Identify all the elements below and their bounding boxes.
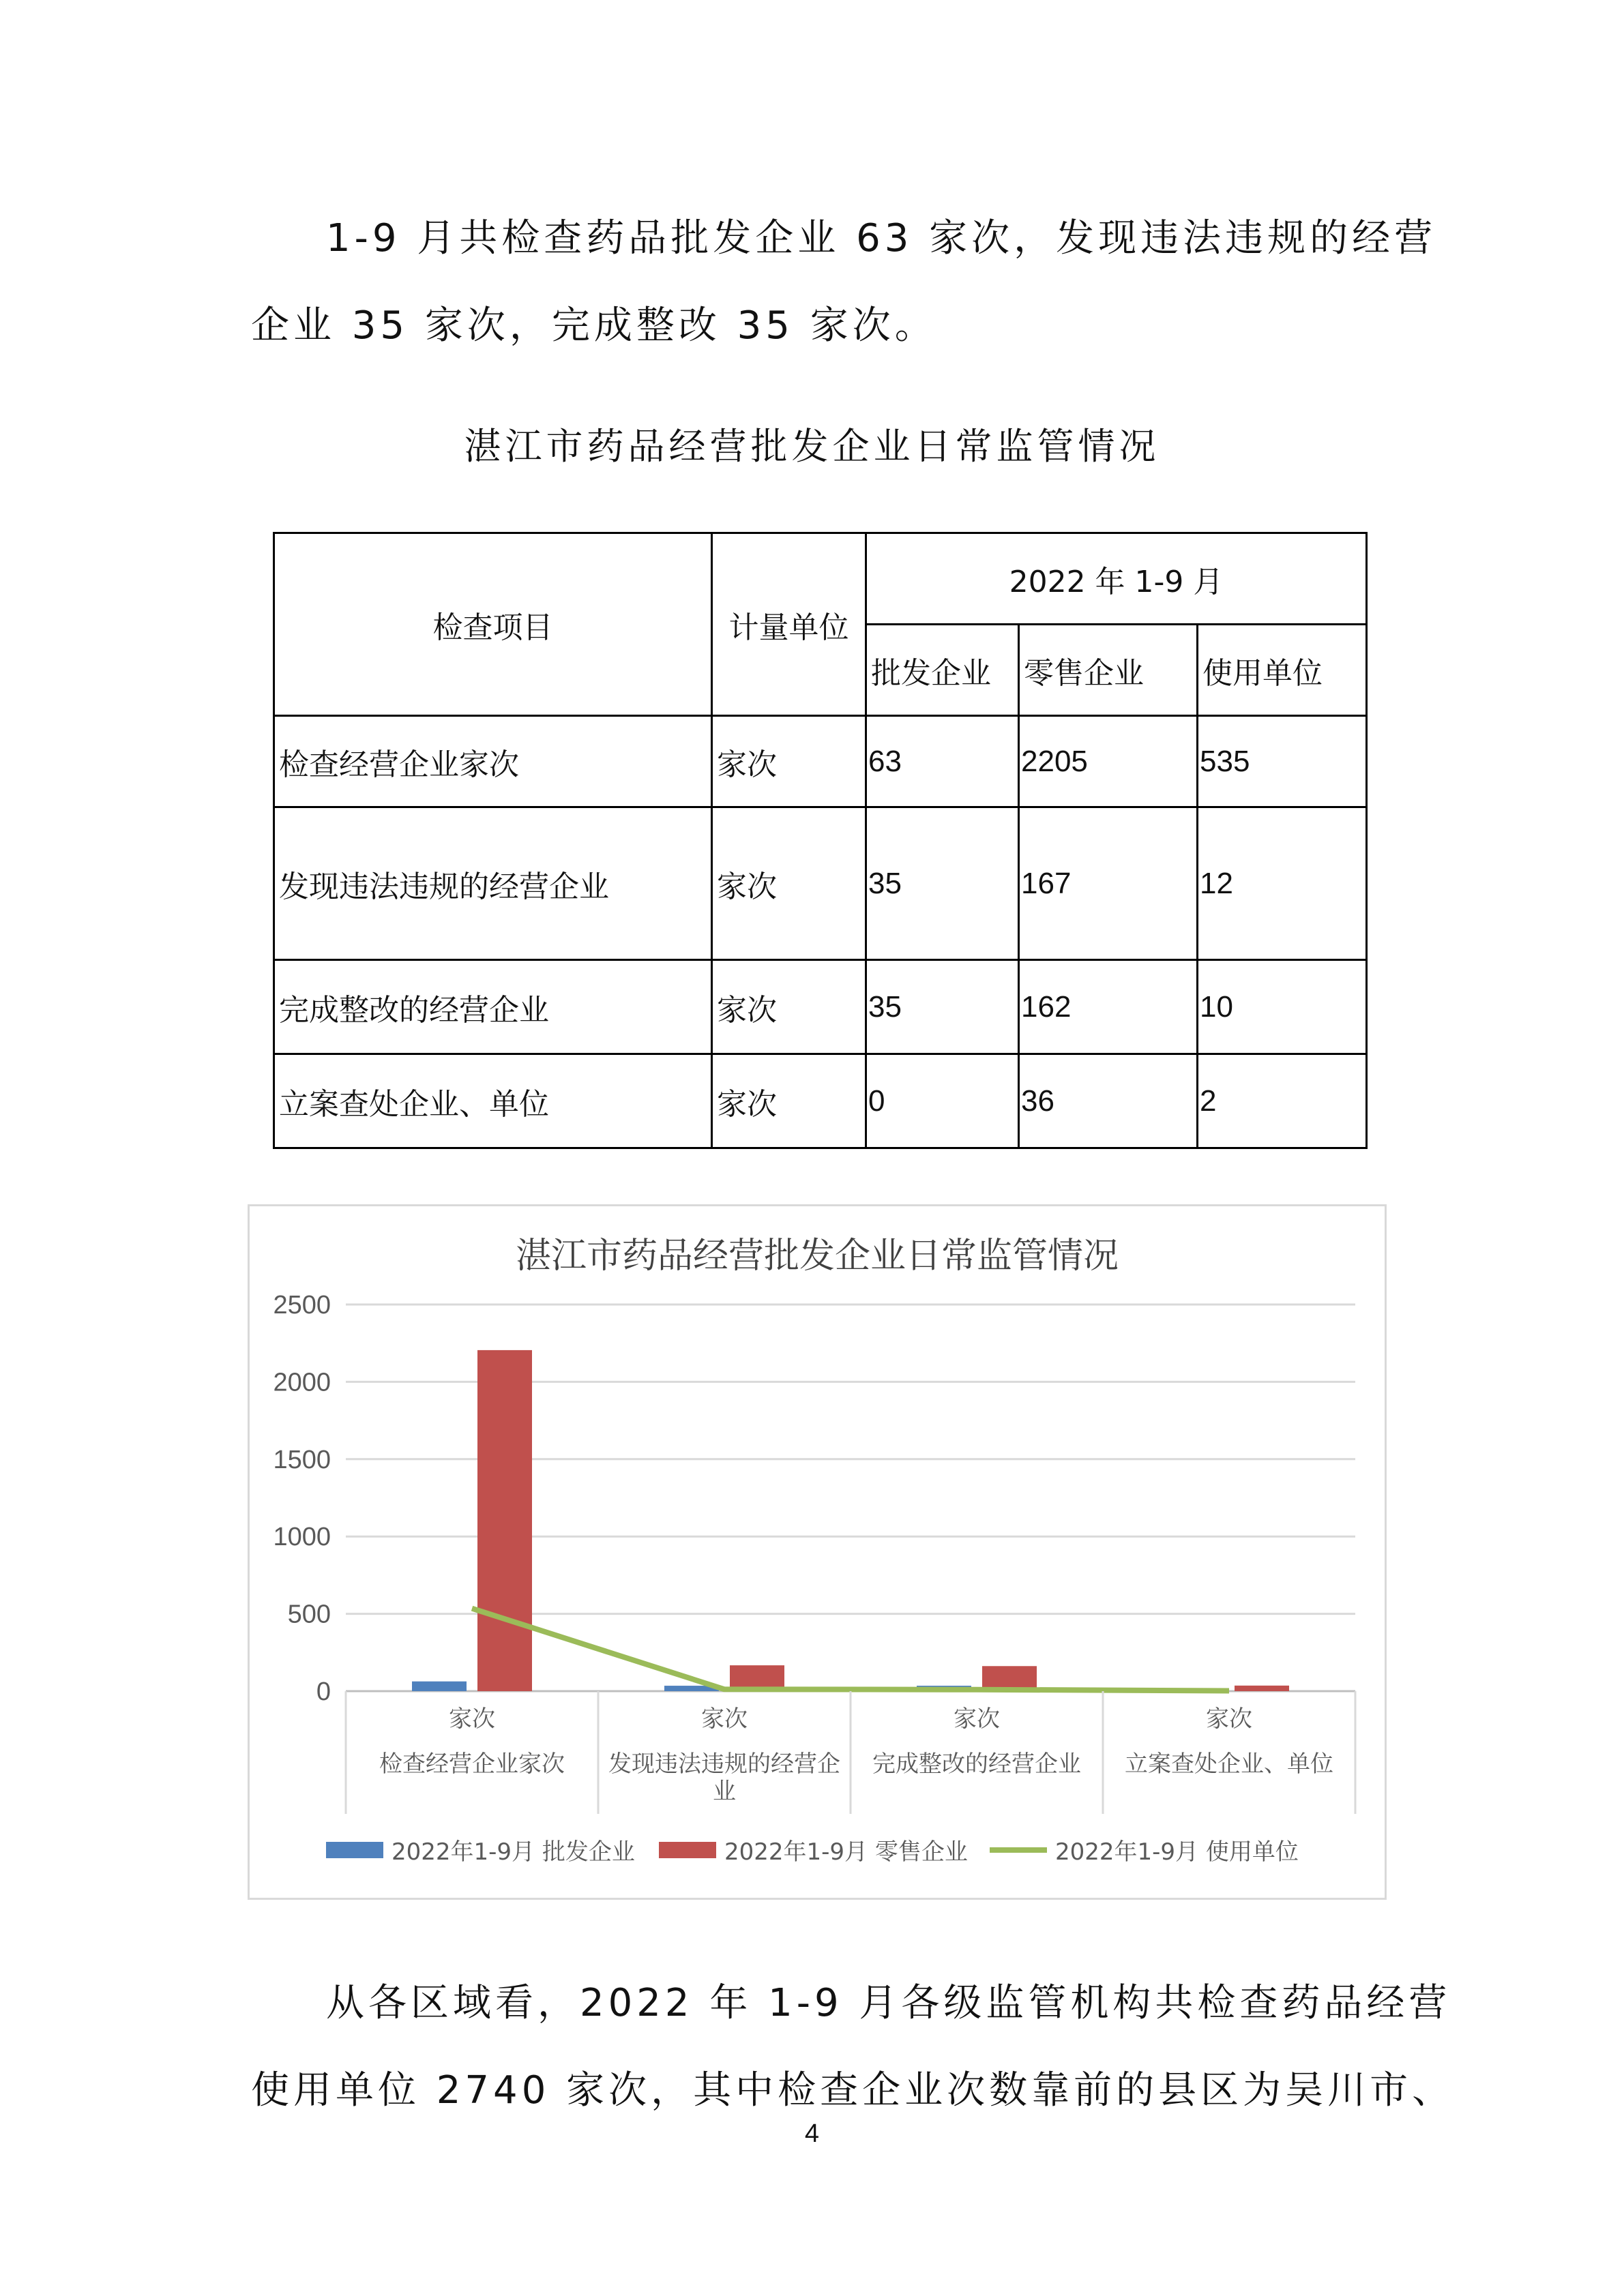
line-user-units xyxy=(472,1609,1229,1691)
y-tick-label: 1000 xyxy=(273,1523,331,1552)
row-unit: 家次 xyxy=(712,807,866,960)
chart xyxy=(250,1206,1385,1898)
row-item: 立案查处企业、单位 xyxy=(274,1054,712,1148)
y-tick-label: 1500 xyxy=(273,1445,331,1474)
row-unit: 家次 xyxy=(712,960,866,1054)
body-line-2: 使用单位 2740 家次，其中检查企业次数靠前的县区为吴川市、 xyxy=(251,2068,1455,2113)
bar-wholesale xyxy=(412,1682,467,1691)
table-row xyxy=(274,807,1367,960)
legend-swatch xyxy=(326,1842,383,1858)
legend-label: 2022年1-9月 批发企业 xyxy=(392,1838,635,1866)
row-unit: 家次 xyxy=(712,1054,866,1148)
y-tick-label: 2500 xyxy=(273,1291,331,1320)
row-value: 12 xyxy=(1198,807,1367,960)
intro-line-1: 1-9 月共检查药品批发企业 63 家次，发现违法违规的经营 xyxy=(326,216,1437,260)
row-item: 检查经营企业家次 xyxy=(274,716,712,807)
row-unit: 家次 xyxy=(712,716,866,807)
body-paragraph xyxy=(251,1960,1455,2134)
page-number: 4 xyxy=(804,2119,820,2148)
legend-label: 2022年1-9月 零售企业 xyxy=(724,1838,968,1866)
legend-swatch xyxy=(659,1842,716,1858)
body-line-1: 从各区域看，2022 年 1-9 月各级监管机构共检查药品经营 xyxy=(326,1981,1451,2025)
row-value: 35 xyxy=(866,807,1019,960)
row-value: 36 xyxy=(1019,1054,1198,1148)
x-category-unit: 家次 xyxy=(1206,1705,1252,1733)
row-item: 完成整改的经营企业 xyxy=(274,960,712,1054)
row-value: 162 xyxy=(1019,960,1198,1054)
x-category-unit: 家次 xyxy=(701,1705,748,1733)
row-value: 2 xyxy=(1198,1054,1367,1148)
table-title: 湛江市药品经营批发企业日常监管情况 xyxy=(464,425,1160,468)
row-value: 2205 xyxy=(1019,716,1198,807)
x-category-unit: 家次 xyxy=(449,1705,495,1733)
bar-retail xyxy=(1235,1686,1289,1691)
y-tick-label: 0 xyxy=(316,1678,331,1706)
inspection-table xyxy=(273,532,1368,1149)
row-item: 发现违法违规的经营企业 xyxy=(274,807,712,960)
table-row xyxy=(274,1054,1367,1148)
table-row xyxy=(274,716,1367,807)
header-item: 检查项目 xyxy=(274,533,712,716)
y-tick-label: 500 xyxy=(287,1600,331,1629)
row-value: 10 xyxy=(1198,960,1367,1054)
row-value: 535 xyxy=(1198,716,1367,807)
header-col-retail: 零售企业 xyxy=(1019,625,1198,716)
chart-title: 湛江市药品经营批发企业日常监管情况 xyxy=(515,1236,1119,1277)
intro-line-2: 企业 35 家次，完成整改 35 家次。 xyxy=(251,303,937,348)
intro-paragraph xyxy=(251,195,1437,370)
row-value: 0 xyxy=(866,1054,1019,1148)
row-value: 35 xyxy=(866,960,1019,1054)
header-col-user: 使用单位 xyxy=(1198,625,1367,716)
x-category-label: 完成整改的经营企业 xyxy=(872,1750,1081,1778)
header-period: 2022 年 1-9 月 xyxy=(866,533,1367,625)
header-unit: 计量单位 xyxy=(712,533,866,716)
row-value: 63 xyxy=(866,716,1019,807)
x-category-label: 立案查处企业、单位 xyxy=(1125,1750,1333,1778)
table-row xyxy=(274,960,1367,1054)
x-category-unit: 家次 xyxy=(954,1705,1000,1733)
x-category-label: 业 xyxy=(713,1778,736,1805)
x-category-label: 检查经营企业家次 xyxy=(379,1750,565,1778)
chart-frame xyxy=(248,1204,1387,1900)
row-value: 167 xyxy=(1019,807,1198,960)
legend-label: 2022年1-9月 使用单位 xyxy=(1055,1838,1299,1866)
bar-retail xyxy=(477,1350,532,1691)
y-tick-label: 2000 xyxy=(273,1368,331,1397)
x-category-label: 发现违法违规的经营企 xyxy=(608,1750,840,1778)
header-col-wholesale: 批发企业 xyxy=(866,625,1019,716)
